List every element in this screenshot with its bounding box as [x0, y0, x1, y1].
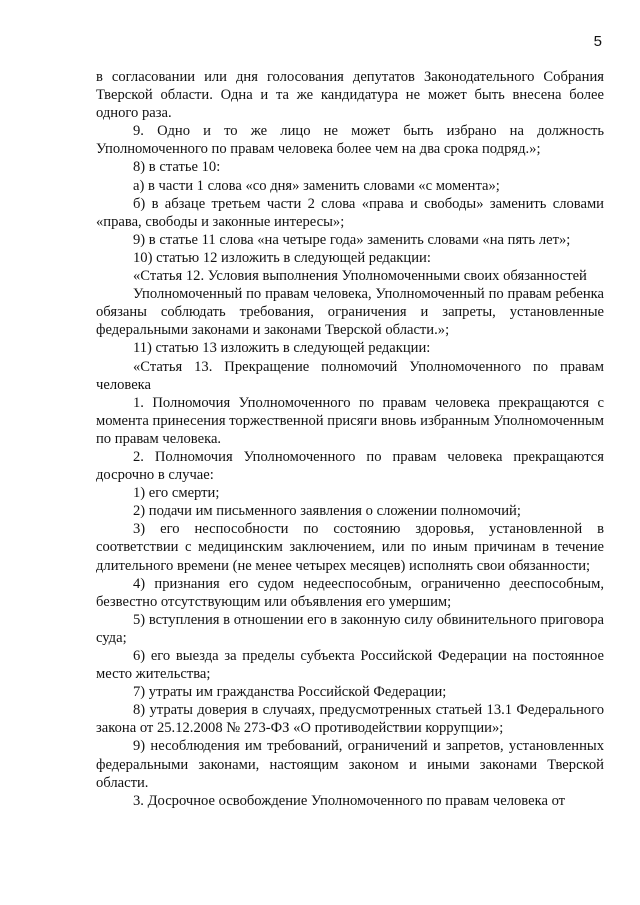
paragraph: 3. Досрочное освобождение Уполномоченного по правам человека от — [133, 792, 566, 809]
article-heading: «Статья 12. Условия выполнения Уполномоченными своих обязанностей — [133, 268, 587, 285]
list-item: 1) его смерти; — [133, 485, 220, 502]
paragraph: 8) в статье 10: — [133, 159, 221, 176]
paragraph: а) в части 1 слова «со дня» заменить словами «с момента»; — [133, 177, 500, 194]
paragraph: 9) в статье 11 слова «на четыре года» заменить словами «на пять лет»; — [133, 231, 571, 248]
paragraph: Уполномоченный по правам человека, Уполномоченный по правам ребенка обязаны соблюдать требования, ограничения и запреты, установленные федеральными законами и законами Тверской области.»; — [96, 286, 604, 339]
list-item: 6) его выезда за пределы субъекта Российской Федерации на постоянное место жительства; — [96, 648, 604, 683]
paragraph: 1. Полномочия Уполномоченного по правам человека прекращаются с момента принесения торжественной присяги вновь избранным Уполномоченным по правам человека. — [96, 394, 604, 447]
list-item: 5) вступления в отношении его в законную силу обвинительного приговора суда; — [96, 611, 604, 646]
paragraph: в согласовании или дня голосования депутатов Законодательного Собрания Тверской области. Одна и та же кандидатура не может быть внесена более одного раза. — [96, 69, 604, 122]
list-item: 4) признания его судом недееспособным, ограниченно дееспособным, безвестно отсутствующим или объявления его умершим; — [96, 575, 604, 610]
list-item: 3) его неспособности по состоянию здоровья, установленной в соответствии с медицинским заключением, или по иным причинам в течение длительного времени (не менее четырех месяцев) исполнять свои обязанности; — [96, 521, 604, 574]
paragraph: 2. Полномочия Уполномоченного по правам человека прекращаются досрочно в случае: — [96, 448, 604, 484]
paragraph: 10) статью 12 изложить в следующей редакции: — [133, 249, 431, 266]
list-item: 2) подачи им письменного заявления о сложении полномочий; — [133, 503, 521, 520]
paragraph: б) в абзаце третьем части 2 слова «права и свободы» заменить словами «права, свободы и законные интересы»; — [96, 195, 604, 230]
paragraph: 9. Одно и то же лицо не может быть избрано на должность Уполномоченного по правам человека более чем на два срока подряд.»; — [96, 123, 604, 158]
list-item: 9) несоблюдения им требований, ограничений и запретов, установленных федеральными законами, настоящим законом и иными законами Тверской области. — [96, 738, 604, 791]
page-number: 5 — [593, 33, 602, 50]
paragraph: 11) статью 13 изложить в следующей редакции: — [133, 340, 431, 357]
list-item: 7) утраты им гражданства Российской Федерации; — [133, 684, 447, 701]
document-body — [96, 68, 604, 810]
list-item: 8) утраты доверия в случаях, предусмотренных статьей 13.1 Федерального закона от 25.12.2008 № 273-ФЗ «О противодействии коррупции»; — [96, 702, 604, 737]
article-heading: «Статья 13. Прекращение полномочий Уполномоченного по правам человека — [96, 358, 604, 393]
